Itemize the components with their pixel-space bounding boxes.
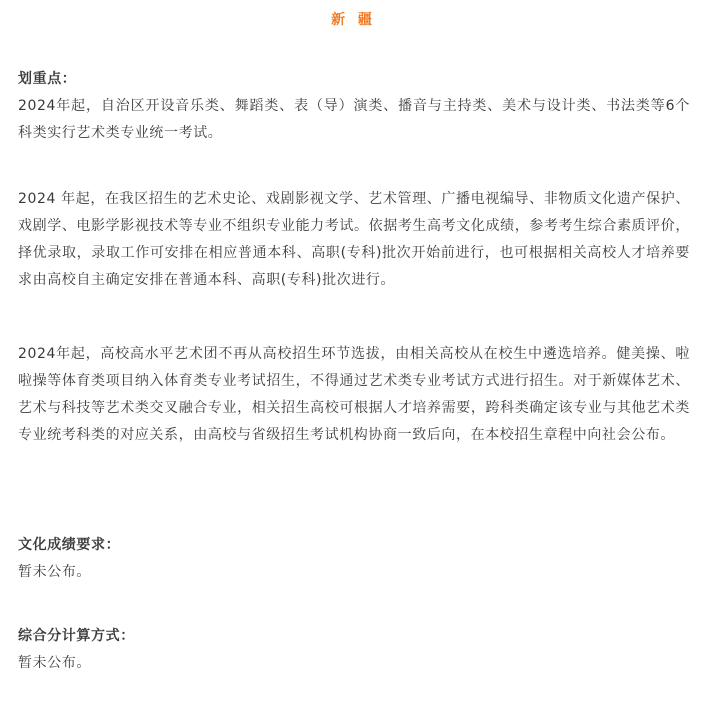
- section-composite-score: [18, 623, 690, 677]
- key-points-paragraph: 2024年起，自治区开设音乐类、舞蹈类、表（导）演类、播音与主持类、美术与设计类、书法类等6个科类实行艺术类专业统一考试。: [18, 98, 690, 141]
- section-key-points: [18, 66, 690, 147]
- composite-score-text: 暂未公布。: [18, 655, 91, 671]
- culture-score-heading: 文化成绩要求：: [18, 537, 121, 553]
- section-art-troupe: [18, 341, 690, 449]
- no-professional-exam-paragraph: 2024 年起，在我区招生的艺术史论、戏剧影视文学、艺术管理、广播电视编导、非物质文化遗产保护、戏剧学、电影学影视技术等专业不组织专业能力考试。依据考生高考文化成绩，参考考生综合素质评价，择优录取，录取工作可安排在相应普通本科、高职(专科)批次开始前进行，也可根据相关高校人才培养要求由高校自主确定安排在普通本科、高职(专科)批次进行。: [18, 191, 690, 288]
- art-troupe-paragraph: 2024年起，高校高水平艺术团不再从高校招生环节选拔，由相关高校从在校生中遴选培养。健美操、啦啦操等体育类项目纳入体育类专业考试招生，不得通过艺术类专业考试方式进行招生。对于新媒体艺术、艺术与科技等艺术类交叉融合专业，相关招生高校可根据人才培养需要，跨科类确定该专业与其他艺术类专业统考科类的对应关系，由高校与省级招生考试机构协商一致后向，在本校招生章程中向社会公布。: [18, 346, 690, 443]
- key-points-heading: 划重点：: [18, 71, 77, 87]
- region-title: 新 疆: [331, 12, 376, 28]
- section-no-professional-exam: [18, 186, 690, 294]
- section-culture-score: [18, 532, 690, 586]
- composite-score-heading: 综合分计算方式：: [18, 628, 135, 644]
- culture-score-text: 暂未公布。: [18, 564, 91, 580]
